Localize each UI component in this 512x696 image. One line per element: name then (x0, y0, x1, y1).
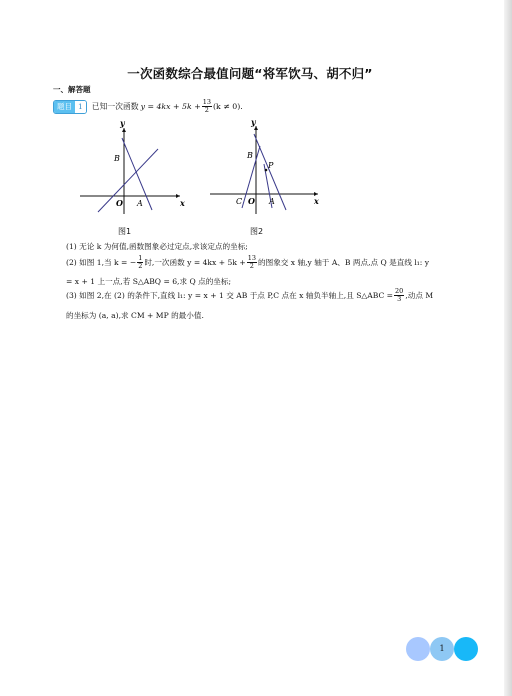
part-2-fraction-2 (247, 255, 257, 270)
part-2-fraction-2-denominator: 2 (249, 262, 254, 270)
page-title: 一次函数综合最值问题“将军饮马、胡不归” (127, 66, 373, 81)
label-c: C (236, 197, 243, 206)
figure-2-graph (206, 118, 326, 218)
stem-fraction (202, 99, 212, 114)
question-badge-label: 题目 (54, 101, 75, 113)
figure-1 (76, 118, 188, 218)
part-3-fraction-denominator: 3 (397, 295, 402, 303)
part-3-prefix: (3) 如图 2,在 (2) 的条件下,直线 l₁: y = x + 1 交 AB 于点 P,C 点在 x 轴负半轴上,且 S△ABC = (66, 291, 394, 300)
part-3-fraction-numerator: 20 (395, 287, 404, 295)
part-2-fraction-2-numerator: 13 (247, 254, 257, 262)
label-x: x (314, 196, 319, 206)
label-origin: O (116, 198, 123, 208)
stem-formula: y = 4kx + 5k + (140, 102, 201, 111)
question-badge (53, 100, 87, 114)
decor-dot-left (406, 637, 430, 661)
stem-condition: (k ≠ 0). (213, 102, 243, 111)
part-2-mid: 时,一次函数 y = 4kx + 5k + (144, 258, 246, 267)
label-a: A (269, 197, 275, 206)
stem-fraction-numerator: 13 (202, 98, 212, 106)
figure-2 (206, 118, 326, 218)
stem-fraction-denominator: 2 (204, 106, 209, 114)
part-2-fraction-1-denominator: 2 (138, 262, 143, 270)
part-3-line-2: 的坐标为 (a, a),求 CM + MP 的最小值. (66, 311, 204, 320)
page-edge-shadow (504, 0, 512, 696)
y-axis-arrow (122, 128, 126, 132)
part-3-line-1 (66, 288, 433, 303)
label-origin: O (248, 196, 255, 206)
part-3-fraction (394, 288, 404, 303)
point-p (265, 169, 268, 172)
page-number: 1 (430, 637, 454, 661)
part-2-line-2: = x + 1 上一点,若 S△ABQ = 6,求 Q 点的坐标; (66, 277, 232, 286)
figure-1-caption: 图1 (118, 227, 132, 236)
part-2-prefix: (2) 如图 1,当 k = − (66, 258, 137, 267)
stem-prefix: 已知一次函数 (91, 102, 139, 111)
part-2-fraction-1-numerator: 1 (138, 254, 143, 262)
question-stem (53, 99, 243, 114)
label-b: B (247, 151, 253, 160)
label-y: y (120, 118, 125, 128)
decor-dot-right (454, 637, 478, 661)
label-b: B (114, 154, 120, 163)
part-3-post: ,动点 M (405, 291, 434, 300)
label-p: P (268, 161, 274, 170)
part-2-fraction-1 (137, 255, 143, 270)
part-2-post: 的图象交 x 轴,y 轴于 A、B 两点,点 Q 是直线 l₁: y (258, 258, 430, 267)
page-number-badge (406, 637, 478, 661)
figure-2-caption: 图2 (250, 227, 264, 236)
label-y: y (251, 118, 256, 127)
figure-1-graph (76, 118, 188, 218)
section-heading: 一、解答题 (53, 85, 91, 94)
part-2-line-1 (66, 255, 429, 270)
question-badge-number: 1 (75, 101, 86, 113)
label-a: A (137, 199, 143, 208)
label-x: x (180, 198, 185, 208)
part-1: (1) 无论 k 为何值,函数图象必过定点,求该定点的坐标; (66, 242, 248, 251)
